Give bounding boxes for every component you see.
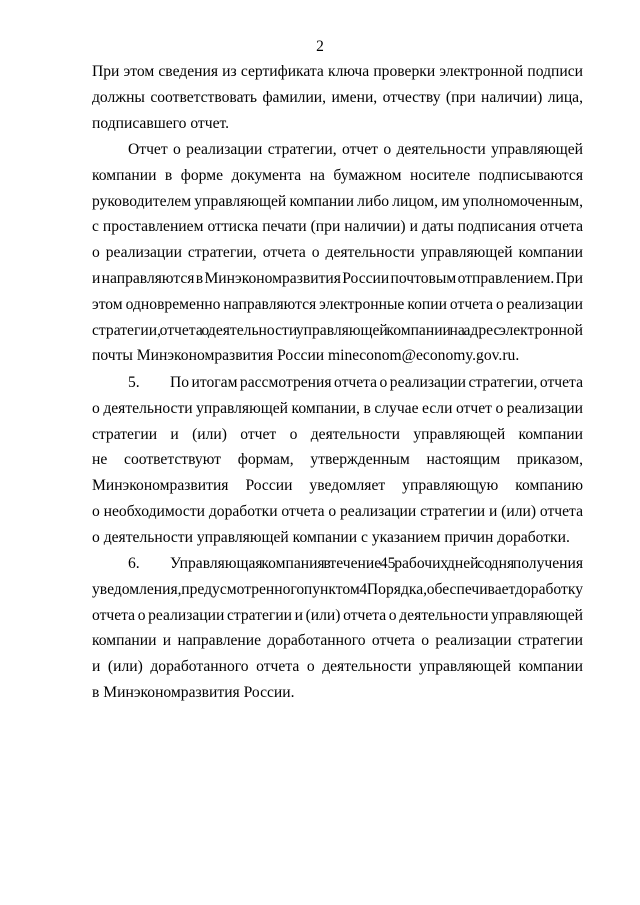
line-text: должны соответствовать фамилии, имени, отчеству (при наличии) лица,: [92, 88, 583, 106]
paragraph-line: [128, 140, 583, 162]
line-text: уведомления, предусмотренного пунктом 4 Порядка, обеспечивает доработку: [92, 580, 583, 598]
page-number: 2: [316, 38, 324, 55]
paragraph-line: [92, 450, 583, 472]
line-text: При этом сведения из сертификата ключа проверки электронной подписи: [92, 63, 583, 80]
item-number: 5.: [128, 374, 140, 391]
paragraph-line: [92, 114, 583, 136]
paragraph-line: [92, 321, 583, 343]
line-text: руководителем управляющей компании либо лицом, им уполномоченным,: [92, 192, 583, 210]
line-text: в Минэкономразвития России.: [92, 684, 295, 701]
paragraph-line: [92, 399, 583, 421]
line-text: компании в форме документа на бумажном носителе подписываются: [92, 166, 583, 184]
line-text: не соответствуют формам, утвержденным настоящим приказом,: [92, 451, 583, 469]
paragraph-line: [92, 88, 583, 110]
paragraph-line: [92, 502, 583, 524]
line-text: этом одновременно направляются электронные копии отчета о реализации: [92, 295, 583, 313]
paragraph-line: [92, 217, 583, 239]
paragraph-line: [92, 528, 583, 550]
paragraph-line: [128, 373, 583, 395]
line-text: По итогам рассмотрения отчета о реализации стратегии, отчета: [170, 374, 583, 391]
line-text: стратегии, отчета о деятельности управляющей компании на адрес электронной: [92, 321, 583, 339]
paragraph-line: [92, 425, 583, 447]
line-text: подписавшего отчет.: [92, 114, 230, 132]
item-number: 6.: [128, 555, 140, 572]
line-text: о необходимости доработки отчета о реализации стратегии и (или) отчета: [92, 503, 583, 520]
line-text: компании и направление доработанного отчета о реализации стратегии: [92, 632, 583, 650]
paragraph-line: [92, 346, 583, 368]
paragraph-line: [92, 192, 583, 214]
line-text: о деятельности управляющей компании с указанием причин доработки.: [92, 528, 570, 546]
line-text: о деятельности управляющей компании, в случае если отчет о реализации: [92, 399, 583, 417]
paragraph-line: [92, 243, 583, 265]
paragraph-line: [92, 62, 583, 84]
paragraph-line: [92, 606, 583, 628]
paragraph-line: [92, 166, 583, 188]
line-text: и (или) доработанного отчета о деятельности управляющей компании: [92, 658, 583, 676]
line-text: отчета о реализации стратегии и (или) отчета о деятельности управляющей: [92, 606, 583, 624]
line-text: о реализации стратегии, отчета о деятельности управляющей компании: [92, 244, 583, 262]
paragraph-line: [128, 554, 583, 576]
paragraph-line: [92, 631, 583, 653]
line-text: Минэкономразвития России уведомляет управляющую компанию: [92, 477, 583, 495]
paragraph-line: [92, 295, 583, 317]
line-text: Отчет о реализации стратегии, отчет о деятельности управляющей: [128, 141, 583, 158]
paragraph-line: [92, 683, 583, 705]
paragraph-line: [92, 476, 583, 498]
paragraph-line: [92, 657, 583, 679]
paragraph-line: [92, 269, 583, 291]
paragraph-line: [92, 580, 583, 602]
line-text: и направляются в Минэкономразвития России почтовым отправлением. При: [92, 270, 583, 287]
line-text: Управляющая компания в течение 45 рабочих дней со дня получения: [170, 555, 583, 572]
line-text: стратегии и (или) отчет о деятельности управляющей компании: [92, 425, 583, 443]
line-text: с проставлением оттиска печати (при наличии) и даты подписания отчета: [92, 218, 583, 236]
line-text: почты Минэкономразвития России mineconom@economy.gov.ru.: [92, 347, 520, 365]
